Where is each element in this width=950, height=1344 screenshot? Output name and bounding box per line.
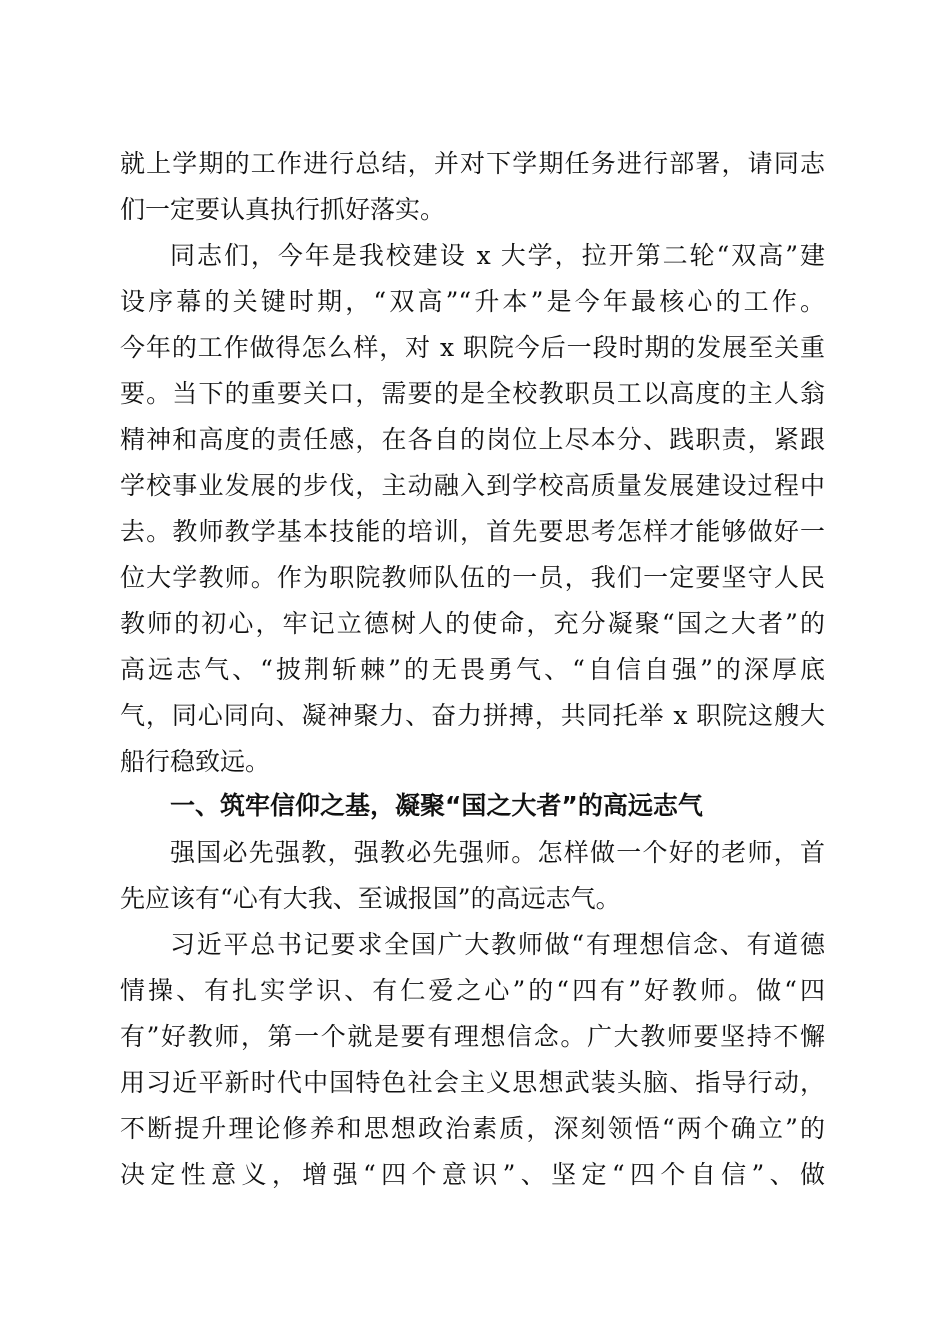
paragraph-2-line-4: 要。当下的重要关口，需要的是全校教职员工以高度的主人翁 xyxy=(120,379,825,408)
paragraph-2-line-2: 设序幕的关键时期，“双高”“升本”是今年最核心的工作。 xyxy=(120,287,825,316)
paragraph-2-line-6: 学校事业发展的步伐，主动融入到学校高质量发展建设过程中 xyxy=(120,471,825,500)
paragraph-2-line-7: 去。教师教学基本技能的培训，首先要思考怎样才能够做好一 xyxy=(120,517,825,546)
paragraph-2-line-3: 今年的工作做得怎么样，对 x 职院今后一段时期的发展至关重 xyxy=(120,333,825,362)
paragraph-2-line-9: 教师的初心，牢记立德树人的使命，充分凝聚“国之大者”的 xyxy=(120,609,825,638)
paragraph-1-line-2: 们一定要认真执行抓好落实。 xyxy=(120,195,446,224)
paragraph-2-line-12: 船行稳致远。 xyxy=(120,747,271,776)
paragraph-4-line-6: 决定性意义，增强“四个意识”、坚定“四个自信”、做 xyxy=(120,1160,825,1189)
paragraph-4-line-4: 用习近平新时代中国特色社会主义思想武装头脑、指导行动， xyxy=(120,1068,825,1097)
paragraph-2-line-1: 同志们，今年是我校建设 x 大学，拉开第二轮“双高”建 xyxy=(170,241,825,270)
paragraph-4-line-2: 情操、有扎实学识、有仁爱之心”的“四有”好教师。做“四 xyxy=(120,976,825,1005)
paragraph-4-line-1: 习近平总书记要求全国广大教师做“有理想信念、有道德 xyxy=(170,930,825,959)
section-heading-1: 一、筑牢信仰之基，凝聚“国之大者”的高远志气 xyxy=(170,791,703,820)
paragraph-4-line-5: 不断提升理论修养和思想政治素质，深刻领悟“两个确立”的 xyxy=(120,1114,825,1143)
paragraph-1-line-1: 就上学期的工作进行总结，并对下学期任务进行部署，请同志 xyxy=(120,149,825,178)
paragraph-2-line-5: 精神和高度的责任感，在各自的岗位上尽本分、践职责，紧跟 xyxy=(120,425,825,454)
paragraph-2-line-8: 位大学教师。作为职院教师队伍的一员，我们一定要坚守人民 xyxy=(120,563,825,592)
paragraph-3-line-1: 强国必先强教，强教必先强师。怎样做一个好的老师，首 xyxy=(170,838,825,867)
paragraph-2-line-11: 气，同心同向、凝神聚力、奋力拼搏，共同托举 x 职院这艘大 xyxy=(120,701,825,730)
paragraph-3-line-2: 先应该有“心有大我、至诚报国”的高远志气。 xyxy=(120,884,621,913)
paragraph-2-line-10: 高远志气、“披荆斩棘”的无畏勇气、“自信自强”的深厚底 xyxy=(120,655,825,684)
paragraph-4-line-3: 有”好教师，第一个就是要有理想信念。广大教师要坚持不懈 xyxy=(120,1022,825,1051)
